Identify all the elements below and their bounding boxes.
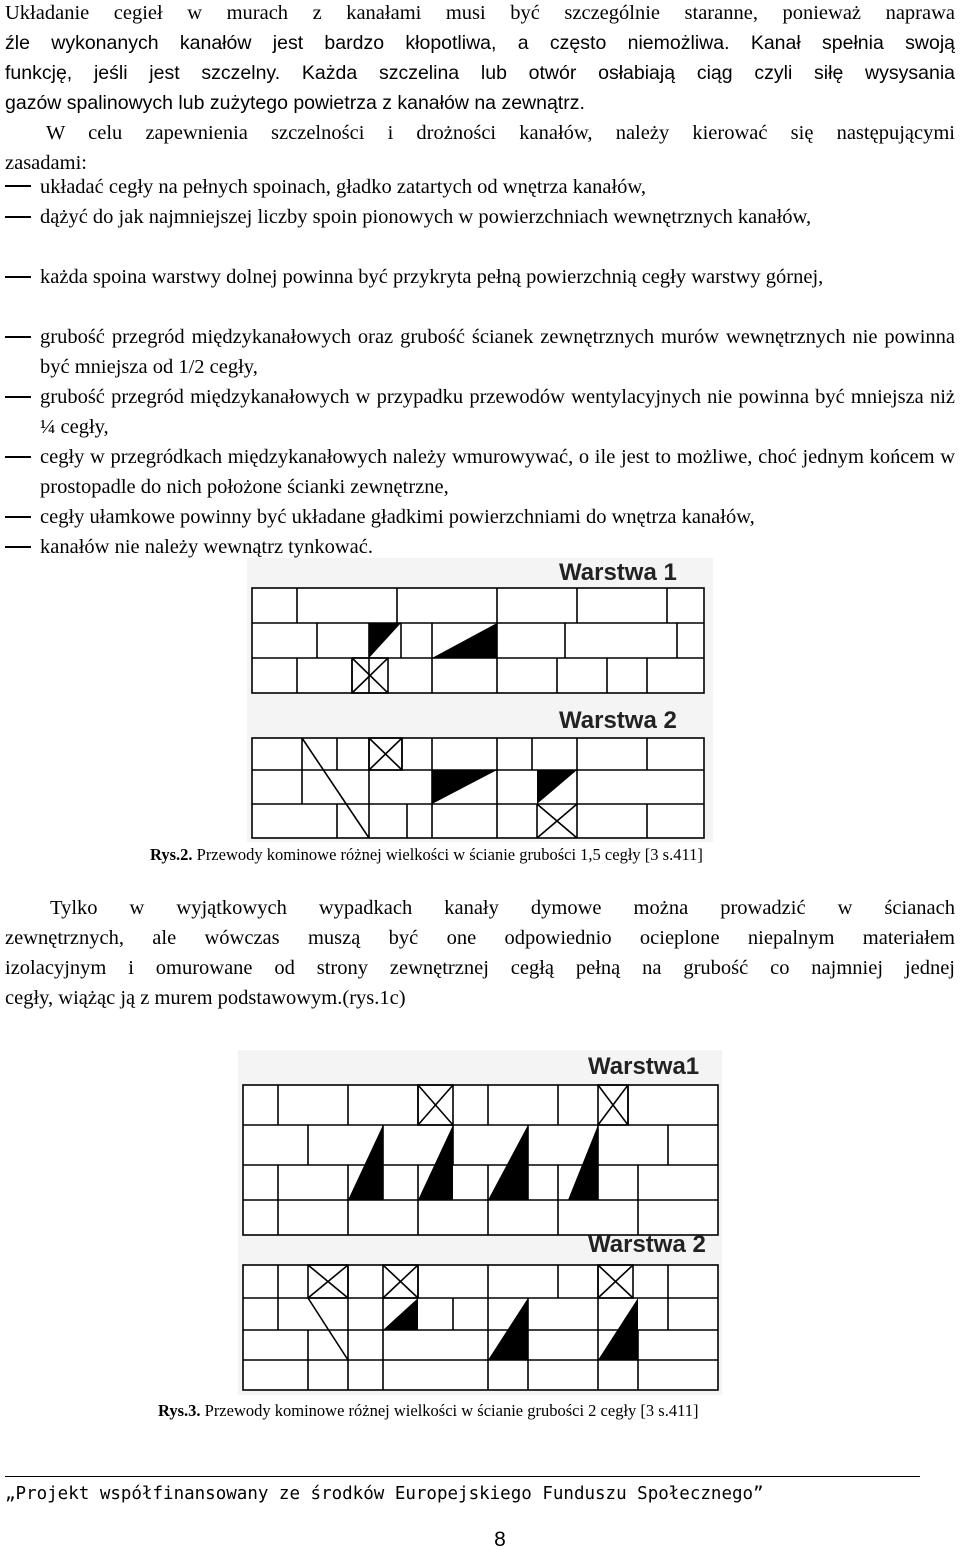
footer-divider xyxy=(5,1476,920,1477)
intro-line-2: źle wykonanych kanałów jest bardzo kłopotliwa, a często niemożliwa. Kanał spełnia swoją xyxy=(5,32,955,54)
intro-line-4: gazów spalinowych lub zużytego powietrza z kanałów na zewnątrz. xyxy=(5,92,585,114)
bullet-item-2: dążyć do jak najmniejszej liczby spoin pionowych w powierzchniach wewnętrznych kanałów, xyxy=(40,206,812,228)
bullet-dash xyxy=(5,516,31,518)
bullet-item-3: każda spoina warstwy dolnej powinna być przykryta pełną powierzchnią cegły warstwy górnej, xyxy=(40,266,824,288)
figure-3-caption-text: Przewody kominowe różnej wielkości w ścianie grubości 2 cegły [3 s.411] xyxy=(200,1401,699,1420)
page-number: 8 xyxy=(494,1528,506,1551)
bullet-item-4: grubość przegród międzykanałowych oraz grubość ścianek zewnętrznych murów wewnętrznych nie powinna być mniejsza od 1/2 cegły, xyxy=(40,326,955,378)
bullet-dash xyxy=(5,336,31,338)
bullet-item-8: kanałów nie należy wewnątrz tynkować. xyxy=(40,536,373,558)
bullet-dash xyxy=(5,546,31,548)
figure-2-layer-2 xyxy=(252,738,704,838)
intro-line-3: funkcję, jeśli jest szczelny. Każda szczelina lub otwór osłabiają ciąg czyli siłę wysysania xyxy=(5,62,955,84)
rules-intro-line-1: W celu zapewnienia szczelności i drożności kanałów, należy kierować się następującymi xyxy=(46,122,955,144)
figure-3-caption-number: Rys.3. xyxy=(158,1401,201,1420)
figure-2-layer-2-label: Warstwa 2 xyxy=(559,707,677,734)
bullet-item-6: cegły w przegródkach międzykanałowych należy wmurowywać, o ile jest to możliwe, choć jednym końcem w prostopadle do nich położone ścianki zewnętrzne, xyxy=(40,446,955,498)
bullet-dash xyxy=(5,276,31,278)
bullet-dash xyxy=(5,396,31,398)
bullet-dash xyxy=(5,216,31,218)
figure-3-layer-2-label: Warstwa 2 xyxy=(588,1231,706,1258)
figure-3-caption xyxy=(158,1401,698,1421)
figure-2-caption-number: Rys.2. xyxy=(150,845,193,864)
bullet-dash xyxy=(5,185,31,187)
figure-3-layer-2 xyxy=(243,1265,718,1390)
bullet-item-5: grubość przegród międzykanałowych w przypadku przewodów wentylacyjnych nie powinna być mniejsza niż ¼ cegły, xyxy=(40,386,955,438)
figure-3-layer-1-label: Warstwa1 xyxy=(588,1053,700,1080)
para2-line-3: izolacyjnym i omurowane od strony zewnętrznej cegłą pełną na grubość co najmniej jednej xyxy=(5,957,955,979)
figure-2-layer-1-label: Warstwa 1 xyxy=(559,559,677,586)
para2-line-1: Tylko w wyjątkowych wypadkach kanały dymowe można prowadzić w ścianach xyxy=(50,897,955,919)
rules-intro-line-2: zasadami: xyxy=(5,152,87,174)
para2-line-4: cegły, wiążąc ją z murem podstawowym.(rys.1c) xyxy=(5,987,406,1009)
figure-3-brick-layers xyxy=(238,1050,722,1395)
figure-2-caption-text: Przewody kominowe różnej wielkości w ścianie grubości 1,5 cegły [3 s.411] xyxy=(192,845,703,864)
figure-2-caption xyxy=(150,845,703,865)
bullet-dash xyxy=(5,456,31,458)
intro-line-1: Układanie cegieł w murach z kanałami musi być szczególnie staranne, ponieważ naprawa xyxy=(5,2,955,24)
footer-project-note: „Projekt współfinansowany ze środków Europejskiego Funduszu Społecznego” xyxy=(5,1484,764,1504)
figure-2-brick-layers xyxy=(247,558,713,842)
bullet-item-1: układać cegły na pełnych spoinach, gładko zatartych od wnętrza kanałów, xyxy=(40,176,647,198)
figure-3-layer-1 xyxy=(243,1085,718,1235)
para2-line-2: zewnętrznych, ale wówczas muszą być one odpowiednio ocieplone niepalnym materiałem xyxy=(5,927,955,949)
bullet-item-7: cegły ułamkowe powinny być układane gładkimi powierzchniami do wnętrza kanałów, xyxy=(40,506,755,528)
